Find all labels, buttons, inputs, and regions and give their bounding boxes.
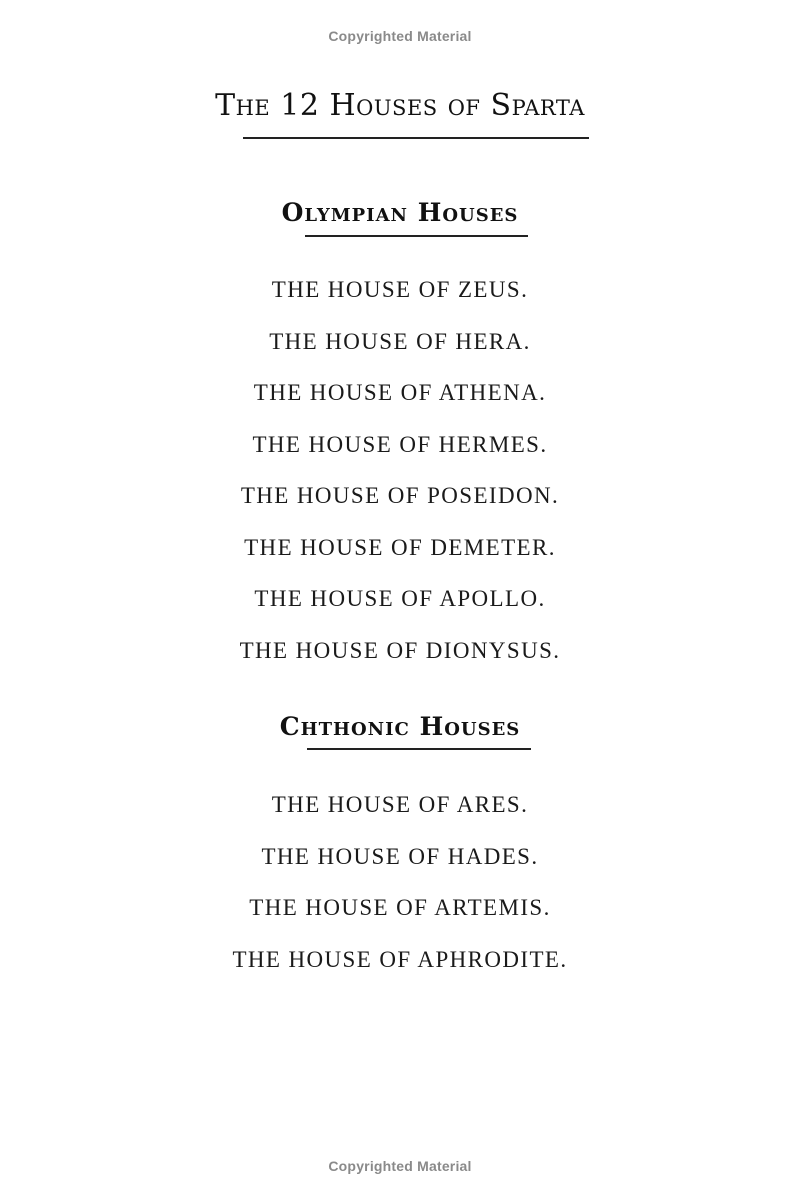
house-item: THE HOUSE OF POSEIDON. bbox=[240, 483, 560, 508]
house-item: THE HOUSE OF HERA. bbox=[269, 328, 531, 354]
house-item: THE HOUSE OF DEMETER. bbox=[244, 534, 556, 560]
house-list-olympian bbox=[0, 276, 800, 688]
title-underline bbox=[243, 137, 589, 139]
house-item: THE HOUSE OF HERMES. bbox=[252, 431, 548, 457]
house-list-chthonic bbox=[0, 791, 800, 997]
house-item: THE HOUSE OF ARES. bbox=[271, 792, 529, 817]
house-item: THE HOUSE OF ZEUS. bbox=[271, 277, 529, 302]
house-item: THE HOUSE OF APOLLO. bbox=[254, 586, 546, 611]
house-item: THE HOUSE OF DIONYSUS. bbox=[239, 637, 561, 663]
house-item: THE HOUSE OF APHRODITE. bbox=[232, 946, 568, 972]
page-title: The 12 Houses of Sparta bbox=[215, 88, 585, 123]
section-underline-olympian bbox=[305, 235, 528, 237]
section-underline-chthonic bbox=[307, 748, 531, 750]
copyright-watermark-bottom: Copyrighted Material bbox=[328, 1158, 472, 1174]
copyright-watermark-top: Copyrighted Material bbox=[328, 28, 472, 44]
house-item: THE HOUSE OF ATHENA. bbox=[253, 380, 547, 405]
section-heading-olympian: Olympian Houses bbox=[281, 198, 519, 227]
section-heading-chthonic: Chthonic Houses bbox=[279, 712, 521, 741]
house-item: THE HOUSE OF HADES. bbox=[261, 843, 539, 869]
house-item: THE HOUSE OF ARTEMIS. bbox=[249, 895, 551, 920]
